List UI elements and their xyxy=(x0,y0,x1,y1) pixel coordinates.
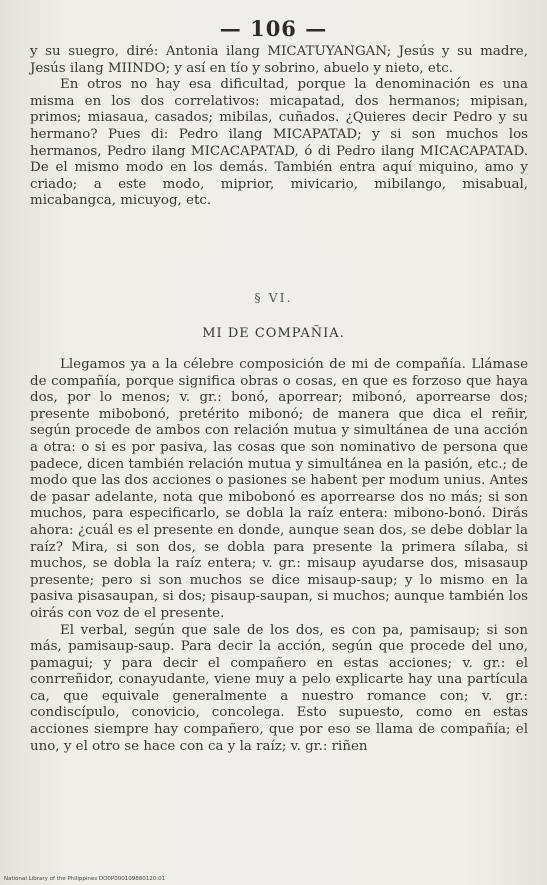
paragraph-continued: y su suegro, diré: Antonia ilang MICATUYANGAN; Jesús y su madre, Jesús ilang MIINDO; y así en tío y sobrino, abuelo y nieto, etc. xyxy=(30,44,528,76)
page-number: — 106 — xyxy=(219,16,328,41)
section-title: MI DE COMPAÑIA. xyxy=(202,326,345,341)
section-label: § VI. xyxy=(254,290,293,305)
paragraph-mi-compania: Llegamos ya a la célebre composición de mi de compañía. Llámase de compañía, porque significa obras o cosas, en que es forzoso que haya dos, por lo menos; v. gr.: bonó, aporrear; mibonó, aporrearse dos; presente mibobonó, pretérito mibonó; de manera que dica el reñir, según procede de ambos con relación mutua y simultánea de una acción a otra: o si es por pasiva, las cosas que son nominativo de persona que padece, dicen también relación mutua y simultánea en la pasión, etc.; de modo que las dos acciones o pasiones se habent per modum unius. Antes de pasar adelante, nota que mibobonó es aporrearse dos no más; si son muchos, para especificarlo, se dobla la raíz entera: mibono-bonó. Dirás ahora: ¿cuál es el presente en donde, aunque sean dos, se debe doblar la raíz? Mira, si son dos, se dobla para presente la primera sílaba, si muchos, se dobla la raíz entera; v. gr.: misaup ayudarse dos, misasaup presente; pero si son muchos se dice misaup-saup; y lo mismo en la pasiva pisasaupan, si dos; pisaup-saupan, si muchos; aunque también los oirás con voz de el presente. xyxy=(30,357,528,621)
library-watermark: National Library of the Philippines DO0P000109880120:01 xyxy=(4,876,166,882)
paragraph-verbal: El verbal, según que sale de los dos, es con pa, pamisaup; si son más, pamisaup-saup. Para decir la acción, según que procede del uno, pamagui; y para decir el compañero en estas acciones; v. gr.: el conrreñidor, conayudante, viene muy a pelo explicarte hay una partícula ca, que equivale generalmente a nuestro romance con; v. gr.: condiscípulo, conovicio, concolega. Esto supuesto, como en estas acciones siempre hay compañero, que por eso se llama de compañía; el uno, y el otro se hace con ca y la raíz; v. gr.: riñen xyxy=(30,622,528,754)
top-text-block xyxy=(30,44,528,210)
bottom-text-block xyxy=(30,357,528,755)
paragraph-correlatives: En otros no hay esa dificultad, porque la denominación es una misma en los dos correlativos: micapatad, dos hermanos; mipisan, primos; miasaua, casados; mibilas, cuñados. ¿Quieres decir Pedro y su hermano? Pues di: Pedro ilang MICAPATAD; y si son muchos los hermanos, Pedro ilang MICACAPATAD, ó di Pedro ilang MICACAPATAD. De el mismo modo en los demás. También entra aquí miquino, amo y criado; a este modo, miprior, mivicario, mibilango, misabual, micabangca, micuyog, etc. xyxy=(30,77,528,209)
